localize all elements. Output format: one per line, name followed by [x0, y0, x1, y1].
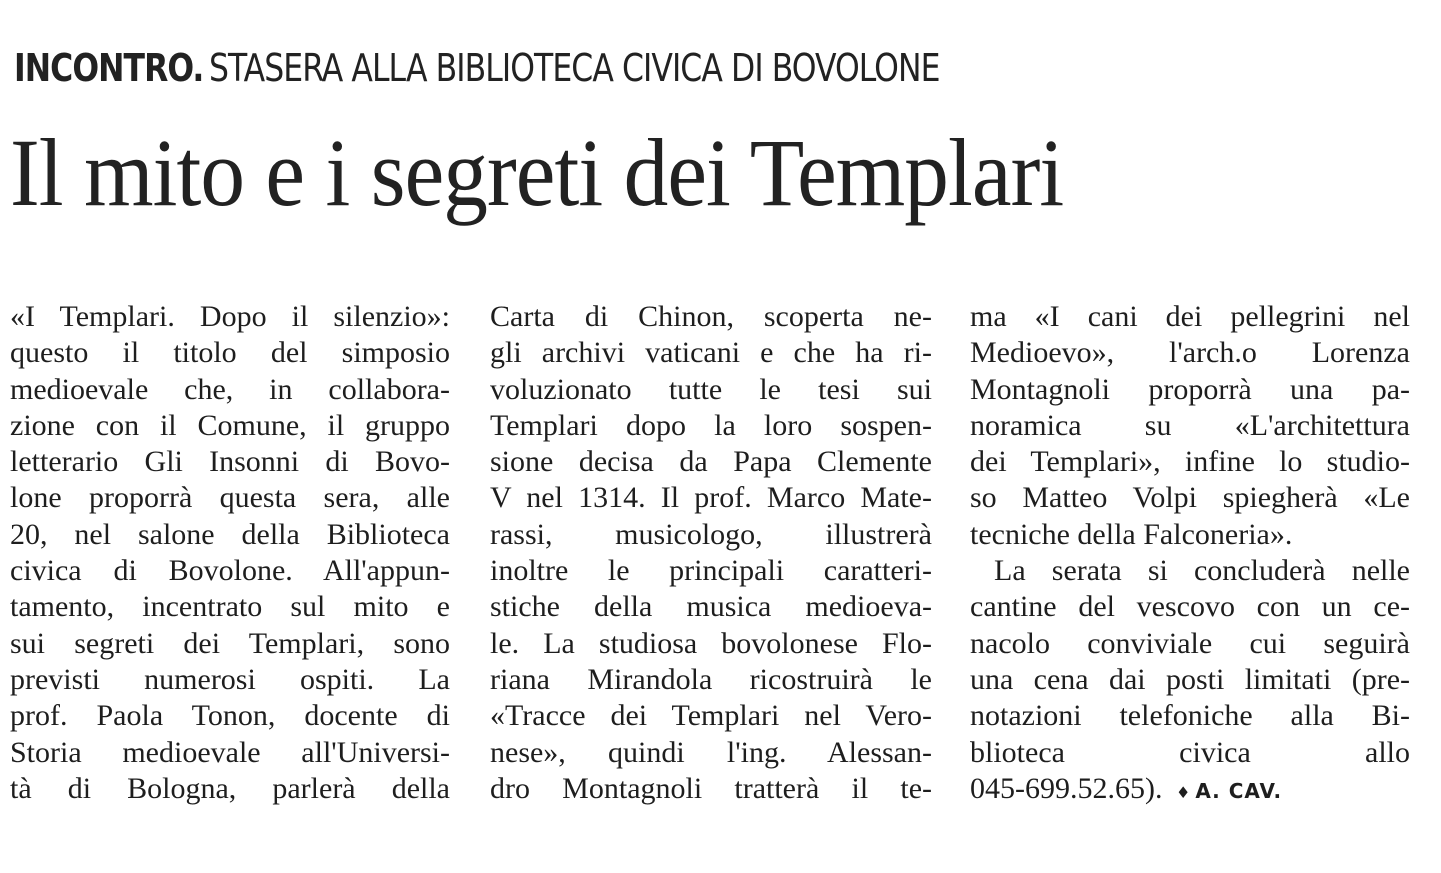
column-line: previsti numerosi ospiti. La: [10, 662, 450, 696]
column-line: Storia medioevale all'Universi-: [10, 735, 450, 769]
column-line: dei Templari», infine lo studio-: [970, 445, 1410, 479]
column-line: gli archivi vaticani e che ha ri-: [490, 336, 932, 370]
column-line: ma «I cani dei pellegrini nel: [970, 300, 1410, 333]
column-line: blioteca civica allo: [970, 735, 1410, 769]
column-line: inoltre le principali caratteri-: [490, 554, 932, 588]
column-line: riana Mirandola ricostruirà le: [490, 662, 932, 696]
column-line: V nel 1314. Il prof. Marco Mate-: [490, 481, 932, 515]
kicker-text: STASERA ALLA BIBLIOTECA CIVICA DI BOVOLONE: [208, 46, 940, 90]
column-line: so Matteo Volpi spiegherà «Le: [970, 481, 1410, 515]
column-line: «I Templari. Dopo il silenzio»:: [10, 300, 450, 333]
article-column-1: [10, 299, 450, 807]
column-line: sui segreti dei Templari, sono: [10, 626, 450, 660]
column-line: noramica su «L'architettura: [970, 408, 1410, 442]
column-line: dro Montagnoli tratterà il te-: [490, 771, 932, 805]
column-line: zione con il Comune, il gruppo: [10, 408, 450, 442]
kicker-label: INCONTRO.: [14, 46, 204, 90]
column-line: sione decisa da Papa Clemente: [490, 445, 932, 479]
column-line: medioevale che, in collabora-: [10, 372, 450, 406]
column-line: Templari dopo la loro sospen-: [490, 408, 932, 442]
column-line: notazioni telefoniche alla Bi-: [970, 699, 1410, 733]
kicker: [14, 42, 940, 94]
column-line: cantine del vescovo con un ce-: [970, 590, 1410, 624]
column-line: civica di Bovolone. All'appun-: [10, 554, 450, 588]
column-line: nacolo conviviale cui seguirà: [970, 626, 1410, 660]
diamond-marker-icon: ♦: [1175, 782, 1192, 802]
column-line: tecniche della Falconeria».: [970, 517, 1293, 551]
article-column-2: [490, 299, 932, 807]
column-line: stiche della musica medioeva-: [490, 590, 932, 624]
signature-text: A. CAV.: [1195, 778, 1283, 803]
column-line: voluzionato tutte le tesi sui: [490, 372, 932, 406]
article-column-3: [970, 299, 1410, 807]
column-line: letterario Gli Insonni di Bovo-: [10, 445, 450, 479]
column-line: «Tracce dei Templari nel Vero-: [490, 699, 932, 733]
column-line: Montagnoli proporrà una pa-: [970, 372, 1410, 406]
column-final-line: [970, 771, 1410, 807]
column-line: Medioevo», l'arch.o Lorenza: [970, 336, 1410, 370]
paragraph-start-line: La serata si concluderà nelle: [994, 554, 1410, 588]
column-line: lone proporrà questa sera, alle: [10, 481, 450, 515]
column-line: tamento, incentrato sul mito e: [10, 590, 450, 624]
author-signature: [1176, 779, 1282, 803]
column-line: tà di Bologna, parlerà della: [10, 771, 450, 805]
phone-number: 045-699.52.65).: [970, 771, 1163, 805]
column-line: questo il titolo del simposio: [10, 336, 450, 370]
column-line: le. La studiosa bovolonese Flo-: [490, 626, 932, 660]
headline: Il mito e i segreti dei Templari: [10, 119, 1064, 226]
column-line: Carta di Chinon, scoperta ne-: [490, 300, 932, 333]
column-line: una cena dai posti limitati (pre-: [970, 662, 1410, 696]
column-line: prof. Paola Tonon, docente di: [10, 699, 450, 733]
column-line: nese», quindi l'ing. Alessan-: [490, 735, 932, 769]
column-line: rassi, musicologo, illustrerà: [490, 517, 932, 551]
column-line: 20, nel salone della Biblioteca: [10, 517, 450, 551]
